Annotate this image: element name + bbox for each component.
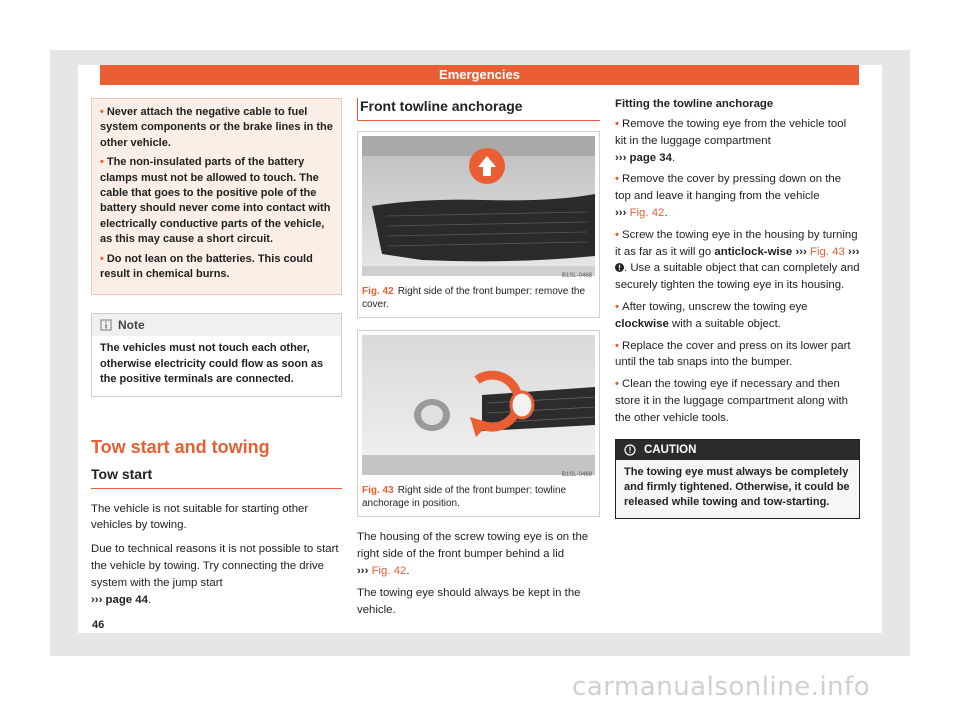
caution-text: The towing eye must always be completely and firmly tightened. Otherwise, it could be released while towing and tow-starting. (616, 460, 859, 518)
figure-code: B1SL-0469 (561, 472, 592, 478)
note-box (91, 313, 342, 396)
note-header (92, 314, 341, 336)
column-left (91, 98, 342, 615)
towline-anchorage-illustration (362, 335, 595, 475)
step-item: • Remove the towing eye from the vehicle tool kit in the luggage compartment ››› page 34. (615, 118, 847, 164)
figure-43 (357, 330, 600, 517)
page-link[interactable]: ››› page 34 (615, 151, 672, 164)
figure-link[interactable]: Fig. 43 (810, 245, 845, 258)
procedure-title: Fitting the towline anchorage (615, 98, 774, 110)
figure-link[interactable]: Fig. 42 (371, 564, 407, 577)
figure-code: B1SL-0468 (561, 273, 592, 279)
step-item: • After towing, unscrew the towing eye clockwise with a suitable object. (615, 300, 808, 330)
subsection-title: Tow start (91, 466, 342, 489)
caution-ref-icon (615, 263, 624, 272)
chapter-header: Emergencies (100, 65, 859, 85)
step-item: • Remove the cover by pressing down on the top and leave it hanging from the vehicle ››› Fig. 42. (615, 173, 842, 219)
figure-42 (357, 131, 600, 318)
caution-box (615, 439, 860, 519)
warning-item: • Never attach the negative cable to fuel system components or the brake lines in the other vehicle. (100, 106, 333, 149)
section-heading: Front towline anchorage (357, 98, 600, 121)
warning-item: • Do not lean on the batteries. This could result in chemical burns. (100, 252, 313, 281)
figure-caption: Fig. 42 Right side of the front bumper: remove the cover. (362, 286, 586, 310)
figure-image (362, 136, 595, 281)
note-label: Note (118, 318, 145, 333)
paragraph: The towing eye should always be kept in the vehicle. (357, 587, 581, 617)
step-item: • Clean the towing eye if necessary and then store it in the luggage compartment along with the other vehicle tools. (615, 378, 849, 424)
figure-link[interactable]: Fig. 42 (629, 206, 665, 219)
caution-icon (624, 444, 636, 456)
warning-item: • The non-insulated parts of the battery clamps must not be allowed to touch. The cable that goes to the positive pole of the battery should never come into contact with electrically conductive parts of the vehicle, as this may cause a short circuit. (100, 156, 331, 246)
caution-label: CAUTION (644, 443, 697, 456)
page-link[interactable]: ››› page 44 (91, 593, 148, 606)
watermark: carmanualsonline.info (572, 672, 871, 702)
info-icon (100, 319, 112, 331)
note-text: The vehicles must not touch each other, otherwise electricity could flow as soon as the positive terminals are connected. (100, 342, 324, 386)
column-middle (357, 98, 600, 619)
section-title: Tow start and towing (91, 436, 270, 457)
paragraph: The housing of the screw towing eye is on the right side of the front bumper behind a lid ››› Fig. 42. (357, 531, 589, 577)
step-item: • Replace the cover and press on its lower part until the tab snaps into the bumper. (615, 339, 851, 369)
figure-caption: Fig. 43 Right side of the front bumper: towline anchorage in position. (362, 485, 567, 509)
paragraph: The vehicle is not suitable for starting other vehicles by towing. (91, 502, 309, 532)
page-number: 46 (92, 619, 105, 631)
warning-box (91, 98, 342, 295)
paragraph: Due to technical reasons it is not possible to start the vehicle by towing. Try connecting the drive system with the jump start ››› page 44. (91, 543, 339, 606)
figure-image (362, 335, 595, 480)
caution-header (616, 440, 859, 460)
step-item: • Screw the towing eye in the housing by turning it as far as it will go anticlock-wise ››› Fig. 43 ››› . Use a suitable object that can completely and securely tighten the towing eye in its housing. (615, 228, 860, 292)
column-right (615, 98, 860, 519)
bumper-cover-illustration (362, 136, 595, 276)
